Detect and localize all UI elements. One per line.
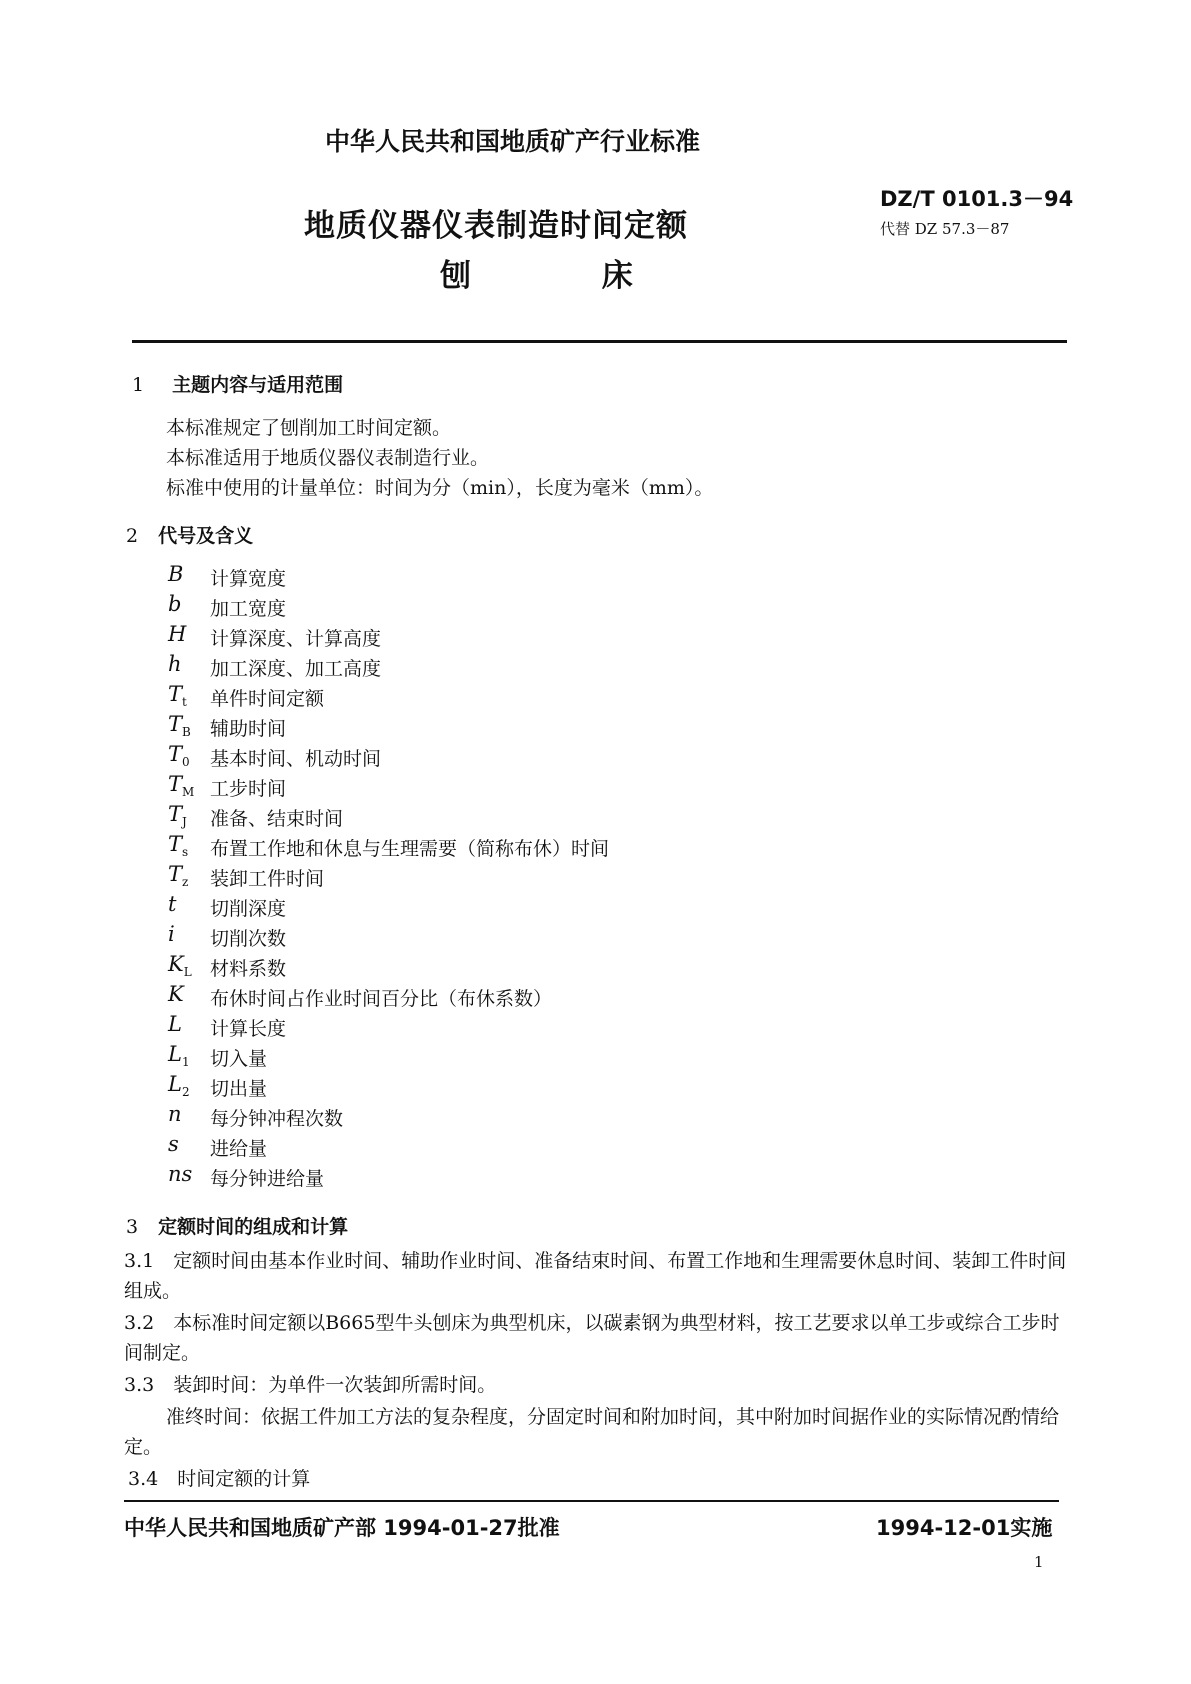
section1-para-1: 本标准规定了刨削加工时间定额。 (166, 417, 452, 439)
symbol-meaning: 计算宽度 (210, 568, 287, 590)
symbol-meaning: 辅助时间 (210, 718, 287, 740)
symbol-meaning: 切出量 (210, 1078, 268, 1100)
symbol: ns (168, 1162, 193, 1186)
approval-line: 中华人民共和国地质矿产部 1994-01-27批准 (124, 1516, 560, 1540)
symbol: $T_M$ (168, 772, 195, 800)
symbol: $T_t$ (168, 682, 187, 710)
symbol-meaning: 加工深度、加工高度 (210, 658, 382, 680)
section3-number: 3 (126, 1216, 139, 1238)
section1-heading (132, 370, 343, 397)
symbol-meaning: 装卸工件时间 (210, 868, 325, 890)
page-number: 1 (1034, 1553, 1044, 1571)
symbol-meaning: 切削深度 (210, 898, 287, 920)
section3-heading (126, 1212, 348, 1239)
doc-code: DZ/T 0101.3－94 (880, 187, 1074, 211)
symbol: $T_0$ (168, 742, 190, 770)
symbol: s (168, 1132, 179, 1156)
symbol-meaning: 每分钟进给量 (210, 1168, 325, 1190)
symbol: t (168, 892, 177, 916)
symbol: B (168, 562, 184, 586)
symbol: $T_B$ (168, 712, 191, 740)
clause-3-2: 3.2 本标准时间定额以B665型牛头刨床为典型机床，以碳素钢为典型材料，按工艺要求以单工步或综合工步时间制定。 (124, 1312, 1060, 1364)
symbol: $T_s$ (168, 832, 189, 860)
symbol: L (168, 1012, 182, 1036)
symbol-meaning: 计算长度 (210, 1018, 287, 1040)
symbol-meaning: 材料系数 (210, 958, 287, 980)
symbol-meaning: 布休时间占作业时间百分比（布休系数） (210, 988, 553, 1010)
symbol-meaning: 每分钟冲程次数 (210, 1108, 344, 1130)
symbol: $K_L$ (168, 952, 192, 980)
symbol-meaning: 切入量 (210, 1048, 268, 1070)
symbol-meaning: 加工宽度 (210, 598, 287, 620)
clause-3-4: 3.4 时间定额的计算 (128, 1468, 311, 1490)
symbol-meaning: 切削次数 (210, 928, 287, 950)
section3-title: 定额时间的组成和计算 (158, 1216, 349, 1238)
section2-heading (126, 521, 253, 548)
doc-title: 地质仪器仪表制造时间定额 (304, 208, 688, 244)
clause-3-3-note: 准终时间：依据工件加工方法的复杂程度，分固定时间和附加时间，其中附加时间据作业的实际情况酌情给定。 (124, 1406, 1060, 1458)
symbol: $T_J$ (168, 802, 187, 830)
section1-number: 1 (132, 374, 145, 396)
symbol: $L_2$ (168, 1072, 190, 1100)
doc-subtitle: 刨 床 (440, 258, 693, 294)
symbol: $T_z$ (168, 862, 189, 890)
symbol: $L_1$ (168, 1042, 190, 1070)
symbol-meaning: 计算深度、计算高度 (210, 628, 382, 650)
clause-3-3: 3.3 装卸时间：为单件一次装卸所需时间。 (124, 1374, 497, 1396)
symbol-meaning: 进给量 (210, 1138, 268, 1160)
header-rule (132, 340, 1067, 343)
section1-title: 主题内容与适用范围 (172, 374, 344, 396)
symbol: b (168, 592, 182, 616)
section1-para-2: 本标准适用于地质仪器仪表制造行业。 (166, 447, 490, 469)
symbol-meaning: 准备、结束时间 (210, 808, 344, 830)
symbol: i (168, 922, 175, 946)
symbol-meaning: 单件时间定额 (210, 688, 325, 710)
footer-rule (124, 1500, 1059, 1502)
section2-title: 代号及含义 (158, 525, 254, 547)
symbol: h (168, 652, 182, 676)
symbol-meaning: 布置工作地和休息与生理需要（简称布休）时间 (210, 838, 610, 860)
clause-3-1: 3.1 定额时间由基本作业时间、辅助作业时间、准备结束时间、布置工作地和生理需要休息时间、装卸工件时间组成。 (124, 1250, 1067, 1302)
section2-number: 2 (126, 525, 139, 547)
doc-replaces: 代替 DZ 57.3－87 (880, 220, 1010, 238)
section1-para-3: 标准中使用的计量单位：时间为分（min），长度为毫米（mm）。 (166, 477, 714, 499)
symbol-meaning: 工步时间 (210, 778, 287, 800)
symbol-meaning: 基本时间、机动时间 (210, 748, 382, 770)
symbol: n (168, 1102, 182, 1126)
symbol: H (168, 622, 187, 646)
effective-date: 1994-12-01实施 (876, 1516, 1053, 1540)
symbol: K (168, 982, 184, 1006)
header-org: 中华人民共和国地质矿产行业标准 (325, 127, 701, 156)
